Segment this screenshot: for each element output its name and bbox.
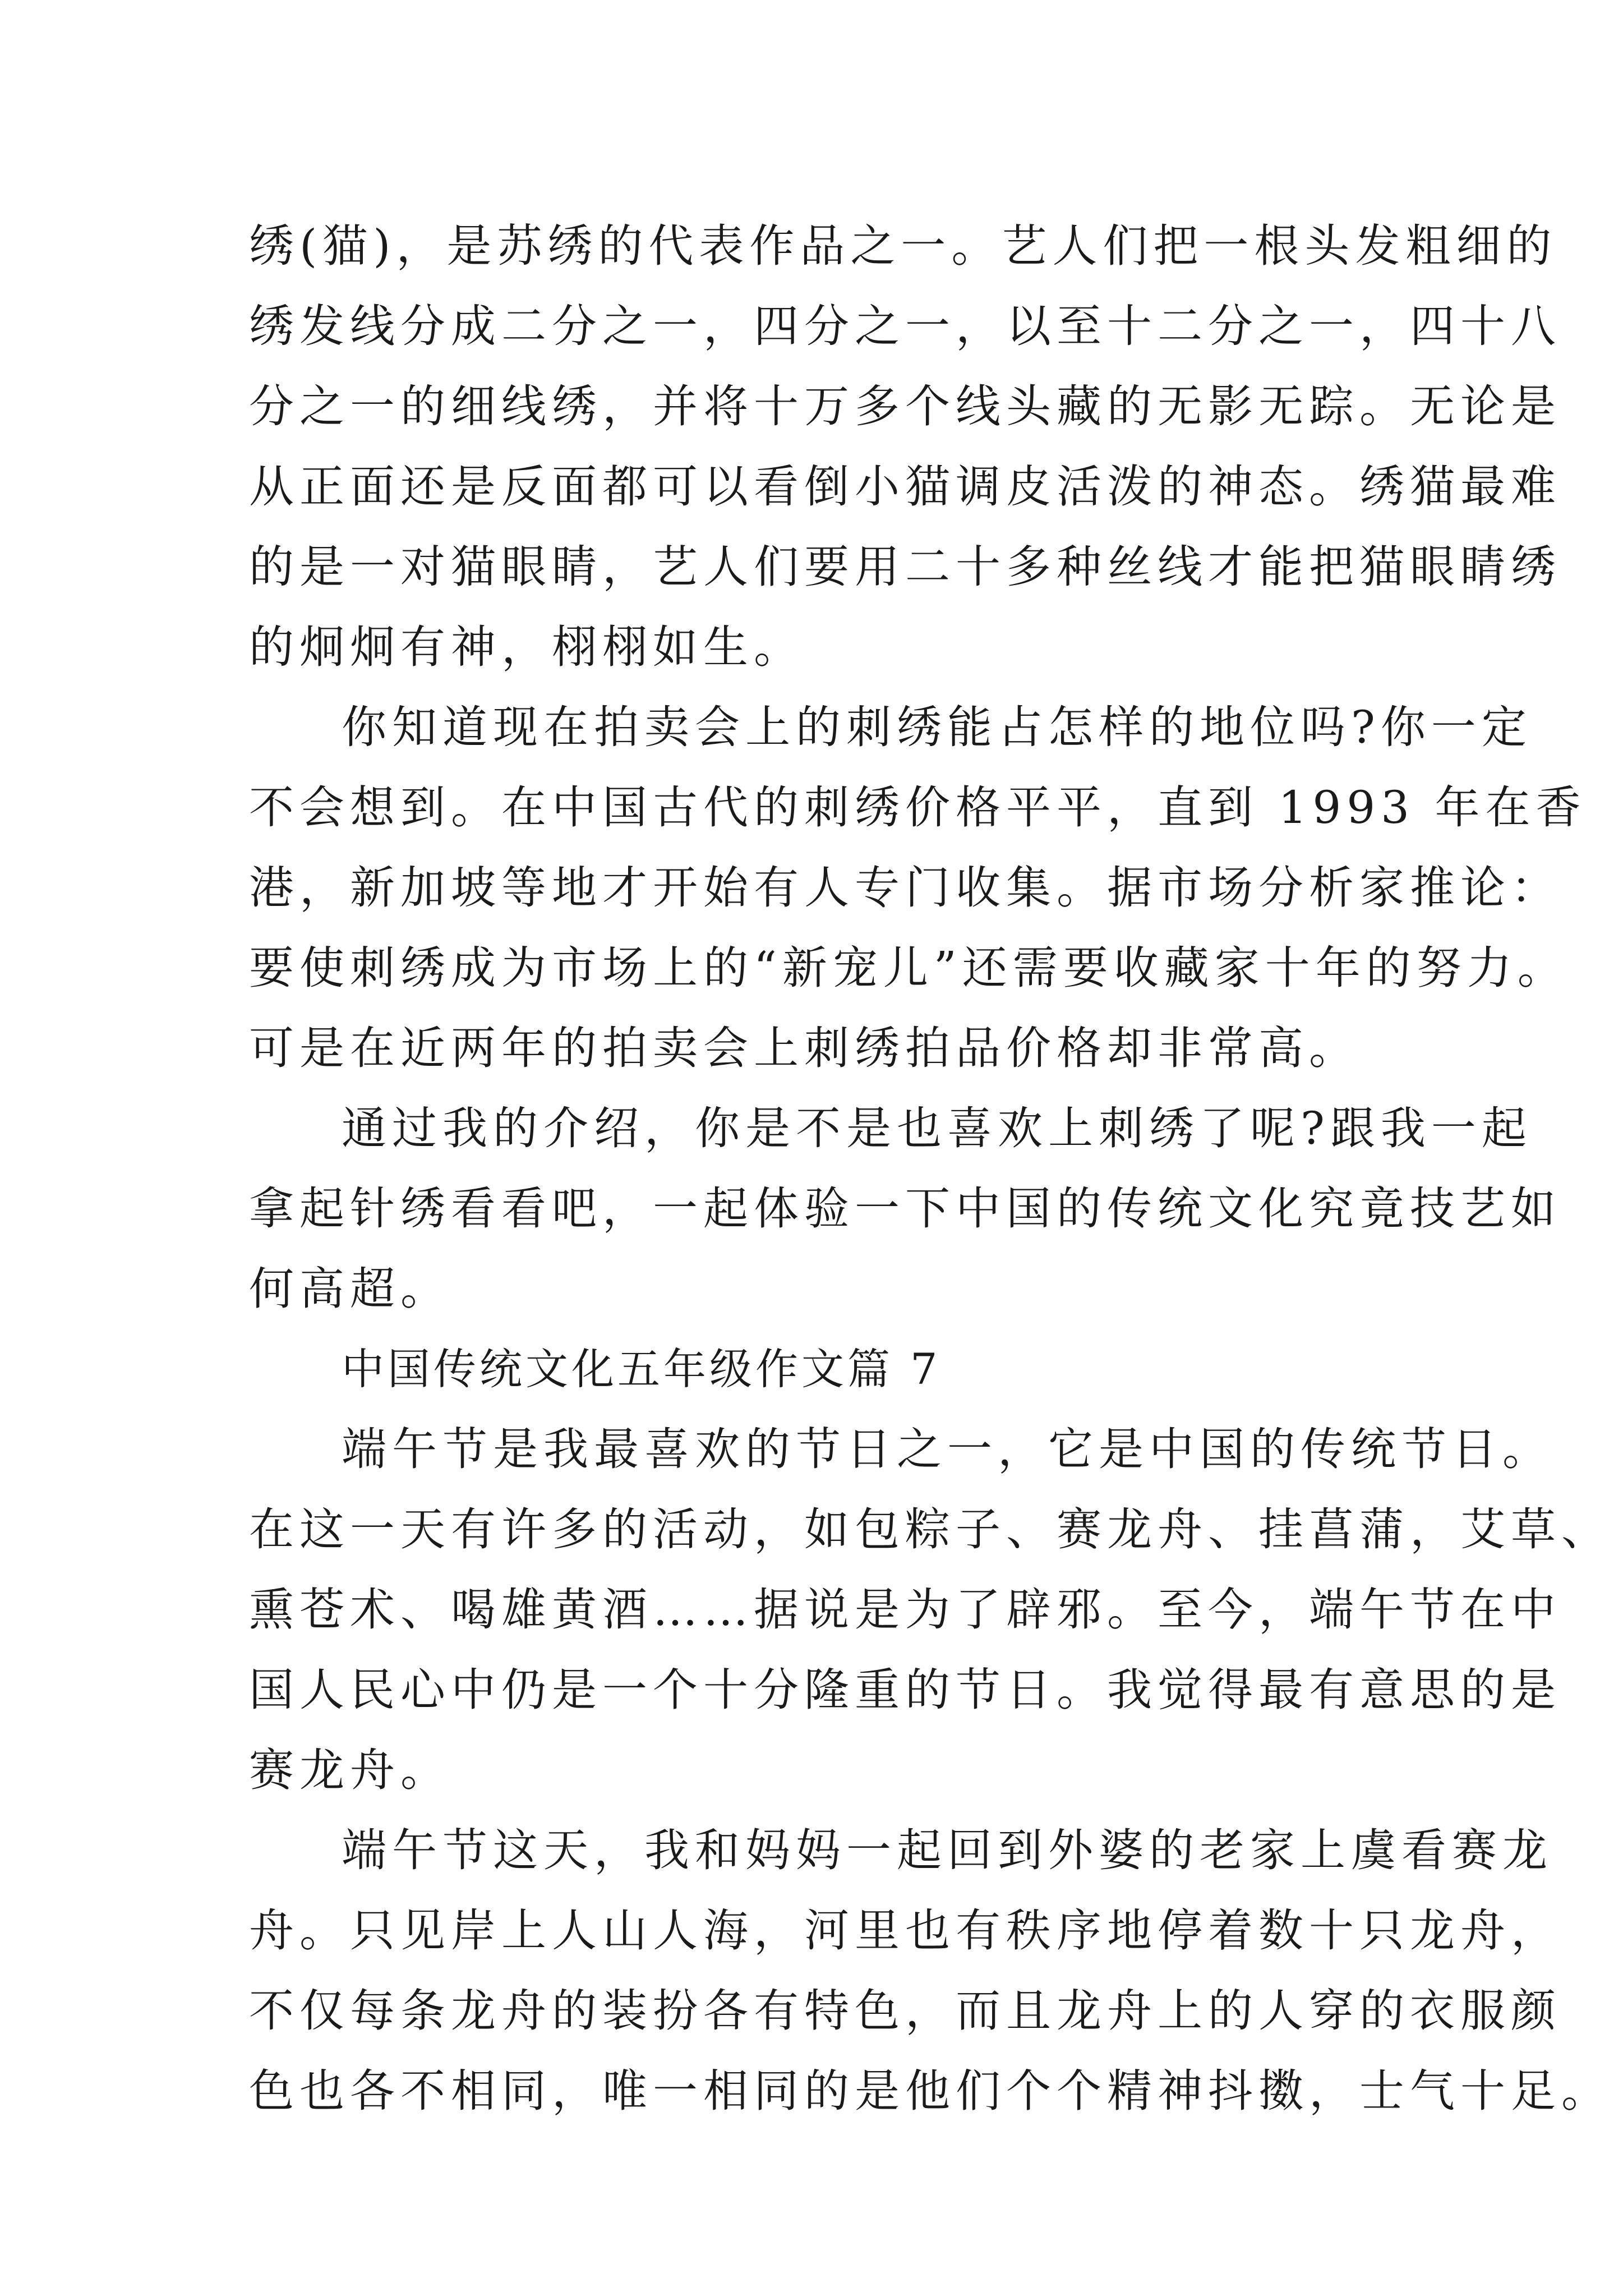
text-line: 在这一天有许多的活动，如包粽子、赛龙舟、挂菖蒲，艾草、 xyxy=(249,1503,1612,1556)
text-line: 拿起针绣看看吧，一起体验一下中国的传统文化究竟技艺如 xyxy=(249,1182,1561,1235)
text-line: 分之一的细线绣，并将十万多个线头藏的无影无踪。无论是 xyxy=(249,380,1561,432)
text-line: 的炯炯有神，栩栩如生。 xyxy=(249,621,804,673)
text-line: 要使刺绣成为市场上的“新宠儿”还需要收藏家十年的努力。 xyxy=(249,942,1568,994)
text-line: 色也各不相同，唯一相同的是他们个个精神抖擞，士气十足。 xyxy=(249,2065,1612,2117)
paragraph xyxy=(249,206,1561,687)
text-line: 不会想到。在中国古代的刺绣价格平平，直到 1993 年在香 xyxy=(249,781,1587,834)
paragraph xyxy=(249,1088,1561,1329)
article-body xyxy=(249,206,1612,2131)
text-line: 绣(猫)，是苏绣的代表作品之一。艺人们把一根头发粗细的 xyxy=(249,220,1557,272)
text-line: 熏苍术、喝雄黄酒……据说是为了辟邪。至今，端午节在中 xyxy=(249,1584,1561,1636)
paragraph xyxy=(249,687,1587,1088)
text-line: 港，新加坡等地才开始有人专门收集。据市场分析家推论： xyxy=(249,862,1561,914)
text-line: 端午节这天，我和妈妈一起回到外婆的老家上虞看赛龙 xyxy=(342,1824,1553,1876)
text-line: 可是在近两年的拍卖会上刺绣拍品价格却非常高。 xyxy=(249,1022,1359,1074)
text-line: 的是一对猫眼睛，艺人们要用二十多种丝线才能把猫眼睛绣 xyxy=(249,541,1561,593)
text-line: 你知道现在拍卖会上的刺绣能占怎样的地位吗?你一定 xyxy=(342,701,1532,753)
text-line: 端午节是我最喜欢的节日之一，它是中国的传统节日。 xyxy=(342,1423,1553,1475)
paragraph xyxy=(249,1409,1612,1810)
text-line: 国人民心中仍是一个十分隆重的节日。我觉得最有意思的是 xyxy=(249,1664,1561,1716)
text-line: 何高超。 xyxy=(249,1263,451,1315)
text-line: 不仅每条龙舟的装扮各有特色，而且龙舟上的人穿的衣服颜 xyxy=(249,1985,1561,2037)
section-heading xyxy=(249,1329,1382,1409)
heading-text: 中国传统文化五年级作文篇 7 xyxy=(342,1344,941,1394)
text-line: 赛龙舟。 xyxy=(249,1744,451,1796)
text-line: 通过我的介绍，你是不是也喜欢上刺绣了呢?跟我一起 xyxy=(342,1102,1532,1154)
text-line: 舟。只见岸上人山人海，河里也有秩序地停着数十只龙舟， xyxy=(249,1904,1561,1957)
text-line: 从正面还是反面都可以看倒小猫调皮活泼的神态。绣猫最难 xyxy=(249,461,1561,513)
paragraph xyxy=(249,1810,1612,2131)
text-line: 绣发线分成二分之一，四分之一，以至十二分之一，四十八 xyxy=(249,300,1561,352)
